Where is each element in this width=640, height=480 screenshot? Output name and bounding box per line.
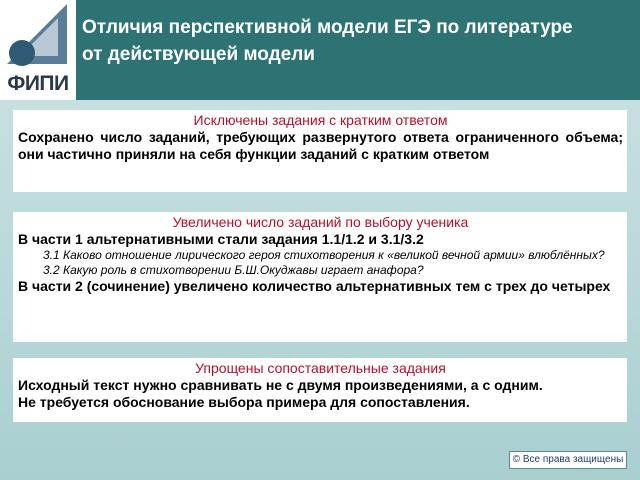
section-excluded-tasks bbox=[13, 110, 627, 192]
slide-header bbox=[0, 0, 640, 100]
section-line-1: Исходный текст нужно сравнивать не с двумя произведениями, а с одним. bbox=[18, 377, 543, 393]
section-heading: Увеличено число заданий по выбору ученика bbox=[172, 214, 469, 230]
section-heading: Исключены задания с кратким ответом bbox=[193, 112, 448, 128]
part1-text: В части 1 альтернативными стали задания 1.1/1.2 и 3.1/3.2 bbox=[18, 231, 424, 247]
logo-name: ФИПИ bbox=[7, 72, 69, 95]
section-heading: Упрощены сопоставительные задания bbox=[195, 360, 446, 376]
section-choice-tasks bbox=[13, 212, 627, 342]
title-line-1: Отличия перспективной модели ЕГЭ по литературе bbox=[82, 17, 573, 38]
slide-title bbox=[82, 14, 632, 68]
list-item: 3.2 Какую роль в стихотворении Б.Ш.Окуджавы играет анафора? bbox=[43, 263, 424, 277]
copyright-badge: © Все права защищены bbox=[509, 451, 627, 469]
list-item: 3.1 Каково отношение лирического героя стихотворения к «великой вечной армии» влюблённых? bbox=[43, 248, 605, 262]
section-line-2: Не требуется обоснование выбора примера для сопоставления. bbox=[18, 394, 470, 410]
section-comparative-tasks bbox=[13, 358, 627, 422]
fipi-logo bbox=[0, 0, 76, 100]
part2-text: В части 2 (сочинение) увеличено количество альтернативных тем с трех до четырех bbox=[18, 278, 611, 294]
logo-circle-icon bbox=[9, 40, 35, 66]
section-body: Сохранено число заданий, требующих развернутого ответа ограниченного объема; они частично приняли на себя функции заданий с кратким ответом bbox=[18, 129, 623, 162]
title-line-2: от действующей модели bbox=[82, 44, 315, 65]
